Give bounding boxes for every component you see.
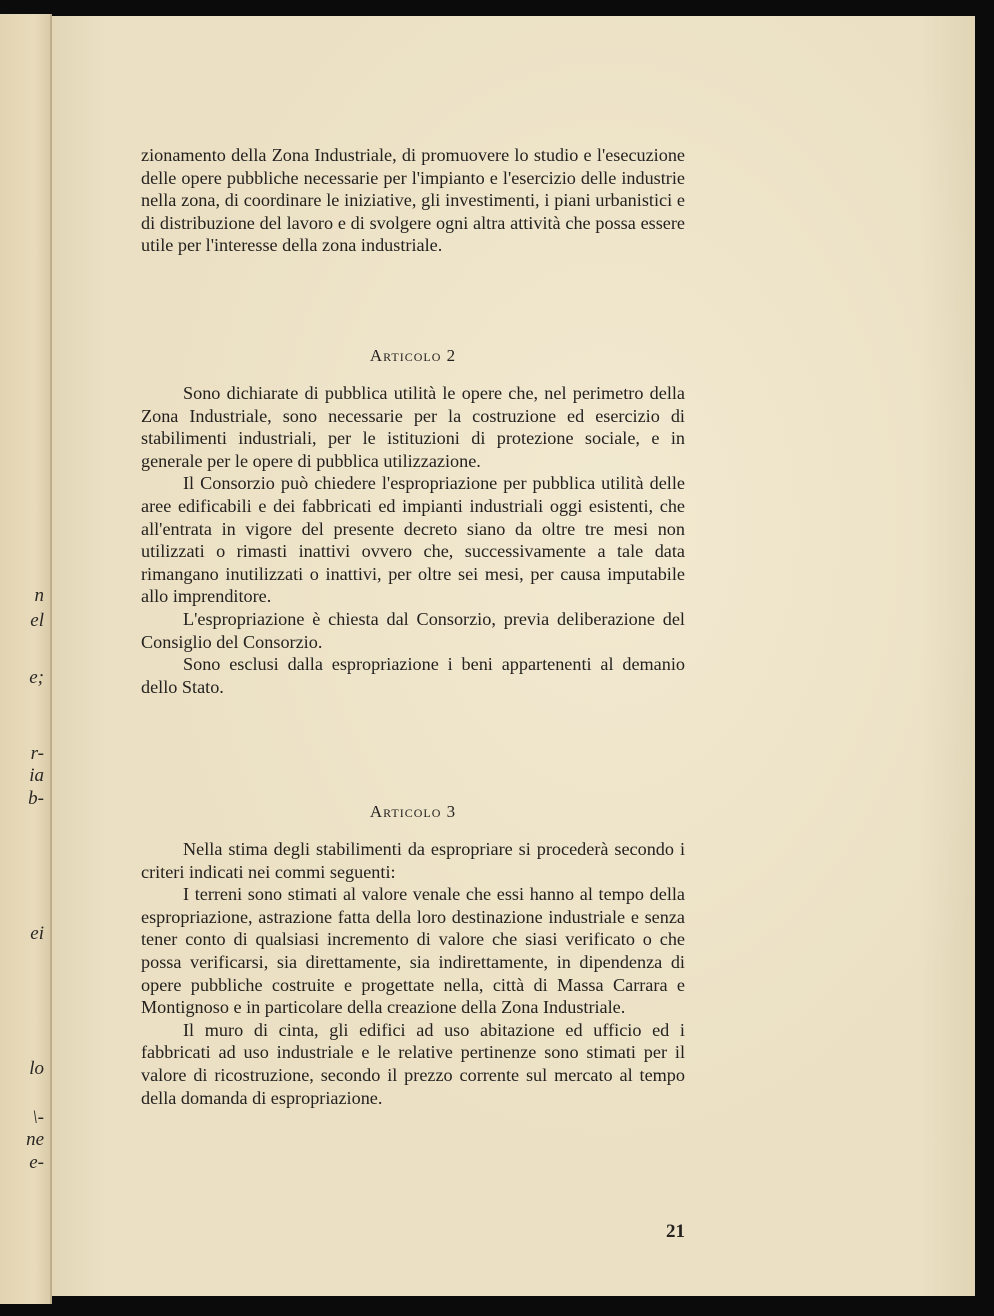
left-fragment: \- — [32, 1107, 44, 1128]
article-2-paragraph: Sono esclusi dalla espropriazione i beni appartenenti al demanio dello Stato. — [141, 654, 685, 697]
article-3-body — [141, 838, 685, 1109]
opening-section — [141, 144, 685, 257]
right-page — [52, 16, 975, 1296]
left-fragment: lo — [29, 1058, 44, 1079]
article-3-paragraph: I terreni sono stimati al valore venale che essi hanno al tempo della espropriazione, astrazione fatta della loro destinazione industriale e senza tener conto di qualsiasi incremento di valore che siasi verificato o che possa verificarsi, sia direttamente, sia indirettamente, in dipendenza di opere pubbliche costruite e progettate nella, città di Massa Carrara e Montignoso e in particolare della creazione della Zona Industriale. — [141, 884, 685, 1018]
left-fragment: e- — [29, 1152, 44, 1173]
article-3-paragraph: Nella stima degli stabilimenti da espropriare si procederà secondo i criteri indicati nei commi seguenti: — [141, 839, 685, 882]
article-2-paragraph: L'espropriazione è chiesta dal Consorzio, previa deliberazione del Consiglio del Consorzio. — [141, 608, 685, 652]
left-fragment: ei — [30, 923, 44, 944]
left-fragment: e; — [29, 667, 44, 688]
page-number: 21 — [666, 1221, 685, 1242]
article-2-body — [141, 382, 685, 698]
left-fragment: el — [30, 610, 44, 631]
opening-paragraph: zionamento della Zona Industriale, di promuovere lo studio e l'esecuzione delle opere pubbliche necessarie per l'impianto e l'esercizio delle industrie nella zona, di coordinare le iniziative, gli investimenti, i piani urbanistici e di distribuzione del lavoro e di svolgere ogni altra attività che possa essere utile per l'interesse della zona industriale. — [141, 145, 685, 256]
left-fragment: n — [34, 585, 44, 606]
article-2-paragraph: Il Consorzio può chiedere l'espropriazione per pubblica utilità delle aree edificabili e dei fabbricati ed impianti industriali oggi esistenti, che all'entrata in vigore del presente decreto siano da oltre tre mesi non utilizzati o rimasti inattivi ovvero che, successivamente a tale data rimangano inutilizzati o inattivi, per oltre sei mesi, per causa imputabile allo imprenditore. — [141, 473, 685, 607]
article-2-paragraph: Sono dichiarate di pubblica utilità le opere che, nel perimetro della Zona Industriale, sono necessarie per la costruzione ed esercizio di stabilimenti industriali, per le istituzioni di protezione sociale, e in generale per le opere di pubblica utilizzazione. — [141, 383, 685, 471]
left-page-edge — [0, 14, 52, 1304]
left-fragment: ne — [26, 1129, 44, 1150]
article-2-heading: Articolo 2 — [369, 346, 457, 365]
article-3-heading: Articolo 3 — [369, 802, 457, 821]
article-3-paragraph: Il muro di cinta, gli edifici ad uso abitazione ed ufficio ed i fabbricati ad uso industriale e le relative pertinenze sono stimati per il valore di ricostruzione, secondo il prezzo corrente sul mercato al tempo della domanda di espropriazione. — [141, 1019, 685, 1108]
left-fragment: ia — [29, 765, 44, 786]
left-fragment: r- — [30, 743, 44, 764]
left-fragment: b- — [28, 788, 44, 809]
